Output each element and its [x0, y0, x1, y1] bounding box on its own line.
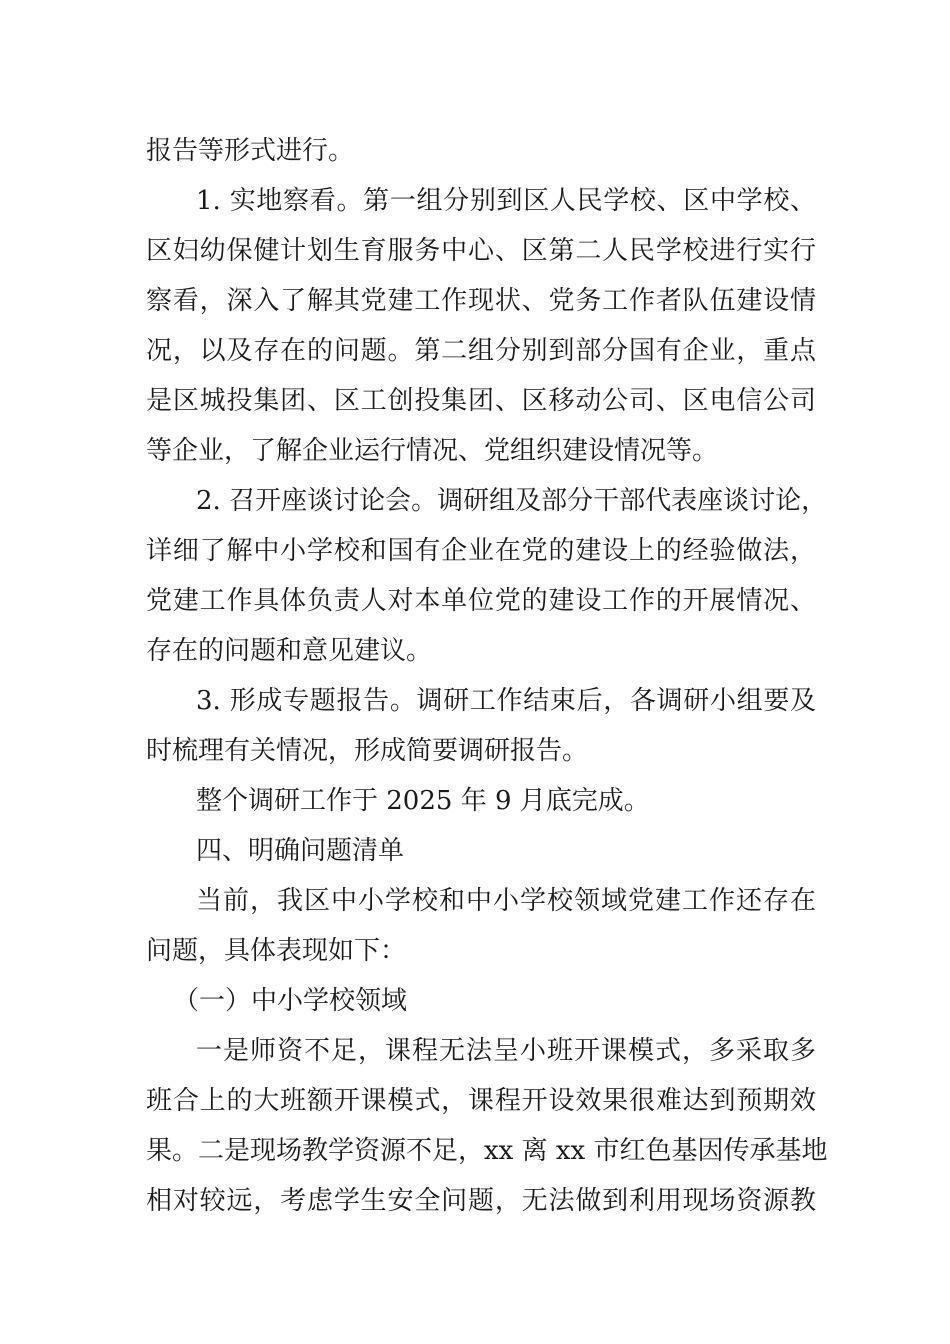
paragraph-line: 存在的问题和意见建议。	[146, 636, 433, 666]
paragraph-line: 2. 召开座谈讨论会。调研组及部分干部代表座谈讨论，	[196, 486, 828, 516]
paragraph-line: 1. 实地察看。第一组分别到区人民学校、区中学校、	[196, 186, 816, 216]
paragraph-line: 详细了解中小学校和国有企业在党的建设上的经验做法，	[146, 536, 816, 566]
paragraph-line: 时梳理有关情况，形成简要调研报告。	[146, 736, 589, 766]
paragraph-line: 等企业，了解企业运行情况、党组织建设情况等。	[146, 436, 719, 466]
paragraph-line: 当前，我区中小学校和中小学校领域党建工作还存在	[196, 886, 816, 916]
paragraph-line: 整个调研工作于 2025 年 9 月底完成。	[196, 786, 650, 816]
subsection-heading: （一）中小学校领域	[173, 986, 408, 1016]
paragraph-line: 党建工作具体负责人对本单位党的建设工作的开展情况、	[146, 586, 816, 616]
paragraph-line: 果。二是现场教学资源不足，xx 离 xx 市红色基因传承基地	[146, 1136, 828, 1166]
section-heading: 四、明确问题清单	[196, 836, 405, 866]
paragraph-line: 报告等形式进行。	[146, 136, 355, 166]
paragraph-line: 察看，深入了解其党建工作现状、党务工作者队伍建设情	[146, 286, 816, 316]
paragraph-line: 是区城投集团、区工创投集团、区移动公司、区电信公司	[146, 386, 816, 416]
paragraph-line: 一是师资不足，课程无法呈小班开课模式，多采取多	[196, 1036, 816, 1066]
paragraph-line: 问题，具体表现如下：	[146, 936, 407, 966]
paragraph-line: 班合上的大班额开课模式，课程开设效果很难达到预期效	[146, 1086, 816, 1116]
paragraph-line: 相对较远，考虑学生安全问题，无法做到利用现场资源教	[146, 1186, 816, 1216]
paragraph-line: 况，以及存在的问题。第二组分别到部分国有企业，重点	[146, 336, 816, 366]
paragraph-line: 区妇幼保健计划生育服务中心、区第二人民学校进行实行	[146, 236, 816, 266]
paragraph-line: 3. 形成专题报告。调研工作结束后，各调研小组要及	[196, 686, 816, 716]
